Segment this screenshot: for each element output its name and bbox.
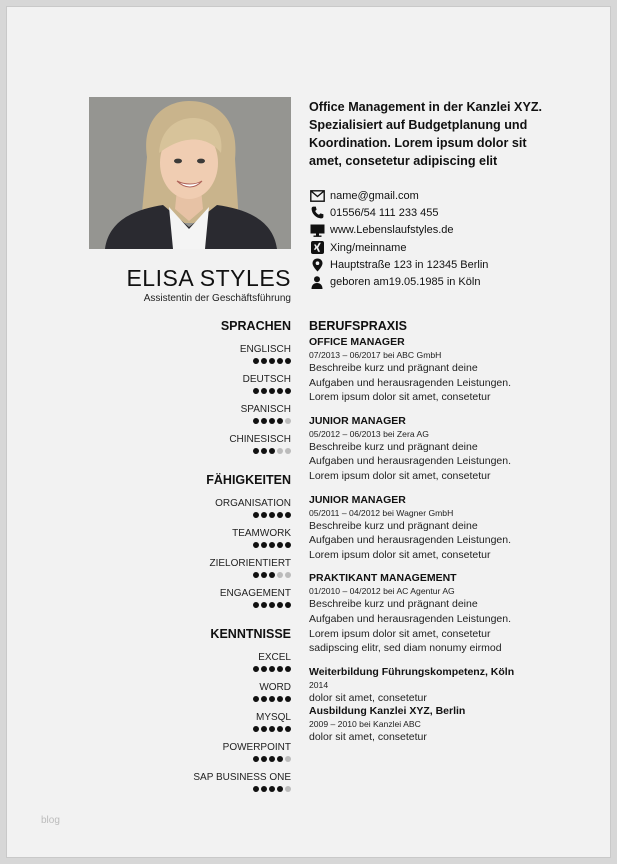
job-description-line: Aufgaben und herausragenden Leistungen. [309, 376, 512, 389]
xing-icon [309, 241, 325, 255]
skill-item [89, 712, 291, 734]
rating-dot [253, 388, 259, 394]
job-date: 01/2010 – 04/2012 bei AC Agentur AG [309, 586, 455, 597]
rating-dot [269, 786, 275, 792]
rating-dot [253, 542, 259, 548]
rating-dot [253, 448, 259, 454]
skill-item [89, 588, 291, 610]
rating-dot [277, 542, 283, 548]
job-date: 05/2011 – 04/2012 bei Wagner GmbH [309, 507, 454, 518]
job-description-line: Lorem ipsum dolor sit amet, consetetur [309, 391, 491, 404]
rating-dot [269, 512, 275, 518]
skill-rating [89, 602, 291, 610]
skill-rating [89, 666, 291, 674]
rating-dot [277, 418, 283, 424]
rating-dot [261, 448, 267, 454]
job-title: PRAKTIKANT MANAGEMENT [309, 572, 457, 585]
job-title: JUNIOR MANAGER [309, 493, 406, 506]
job-description-line: Beschreibe kurz und prägnant deine [309, 519, 478, 532]
rating-dot [285, 696, 291, 702]
rating-dot [269, 572, 275, 578]
rating-dot [269, 388, 275, 394]
contact-email-text: name@gmail.com [330, 189, 419, 202]
rating-dot [277, 756, 283, 762]
sprachen-list [89, 344, 291, 456]
rating-dot [277, 726, 283, 732]
rating-dot [253, 696, 259, 702]
candidate-name: ELISA STYLES [126, 265, 291, 291]
phone-icon [309, 206, 325, 220]
rating-dot [253, 786, 259, 792]
rating-dot [261, 666, 267, 672]
rating-dot [285, 512, 291, 518]
rating-dot [277, 388, 283, 394]
skill-rating [89, 696, 291, 704]
skill-label: DEUTSCH [242, 374, 291, 385]
job-description-line: Lorem ipsum dolor sit amet, consetetur [309, 548, 491, 561]
skill-item [89, 682, 291, 704]
rating-dot [277, 666, 283, 672]
skill-item [89, 742, 291, 764]
rating-dot [261, 512, 267, 518]
rating-dot [277, 696, 283, 702]
contact-email[interactable] [309, 187, 569, 204]
education-entry [309, 666, 569, 705]
rating-dot [253, 726, 259, 732]
skill-label: ENGLISCH [239, 344, 291, 355]
rating-dot [253, 418, 259, 424]
contact-phone-text: 01556/54 111 233 455 [330, 206, 439, 219]
resume-page [6, 6, 611, 858]
contact-address [309, 256, 569, 273]
job-entry [309, 415, 569, 484]
education-description: dolor sit amet, consetetur [309, 691, 427, 704]
skill-label: POWERPOINT [222, 742, 291, 753]
rating-dot [277, 448, 283, 454]
skill-label: CHINESISCH [229, 434, 291, 445]
experience-column [309, 319, 569, 744]
education-date: 2014 [309, 679, 329, 690]
skill-label: ENGAGEMENT [219, 588, 291, 599]
rating-dot [277, 358, 283, 364]
job-description-line: Aufgaben und herausragenden Leistungen. [309, 612, 512, 625]
skills-column [89, 319, 291, 794]
jobs-list [309, 336, 569, 656]
job-description-line: Beschreibe kurz und prägnant deine [309, 362, 478, 374]
rating-dot [261, 572, 267, 578]
rating-dot [277, 602, 283, 608]
skill-rating [89, 448, 291, 456]
job-description-line: Lorem ipsum dolor sit amet, consetetur [309, 627, 491, 640]
skill-item [89, 374, 291, 396]
job-date: 05/2012 – 06/2013 bei Zera AG [309, 428, 429, 439]
job-entry [309, 336, 569, 405]
rating-dot [253, 512, 259, 518]
location-pin-icon [309, 258, 325, 272]
job-description-line: sadipscing elitr, sed diam nonumy eirmod [309, 642, 502, 655]
rating-dot [261, 602, 267, 608]
job-title: JUNIOR MANAGER [309, 414, 406, 427]
skill-label: ZIELORIENTIERT [209, 558, 291, 569]
skill-rating [89, 388, 291, 396]
intro-text: Office Management in der Kanzlei XYZ. Spezialisiert auf Budgetplanung und Koordination. Lorem ipsum dolor sit amet, consetetur adipiscing elit [309, 100, 543, 168]
rating-dot [269, 726, 275, 732]
skill-label: TEAMWORK [232, 528, 291, 539]
contact-birth [309, 273, 569, 290]
skill-rating [89, 756, 291, 764]
education-description: dolor sit amet, consetetur [309, 730, 427, 743]
job-description-line: Aufgaben und herausragenden Leistungen. [309, 534, 512, 547]
education-date: 2009 – 2010 bei Kanzlei ABC [309, 718, 421, 729]
skill-rating [89, 542, 291, 550]
rating-dot [261, 388, 267, 394]
skill-item [89, 652, 291, 674]
rating-dot [285, 542, 291, 548]
job-description-line: Aufgaben und herausragenden Leistungen. [309, 455, 512, 468]
rating-dot [285, 418, 291, 424]
rating-dot [269, 696, 275, 702]
skill-rating [89, 726, 291, 734]
rating-dot [269, 358, 275, 364]
job-date: 07/2013 – 06/2017 bei ABC GmbH [309, 350, 442, 360]
skill-label: SPANISCH [240, 404, 291, 415]
rating-dot [277, 572, 283, 578]
job-entry [309, 572, 569, 655]
job-description-line: Beschreibe kurz und prägnant deine [309, 440, 478, 453]
rating-dot [261, 418, 267, 424]
skill-item [89, 558, 291, 580]
rating-dot [285, 602, 291, 608]
rating-dot [285, 726, 291, 732]
rating-dot [285, 388, 291, 394]
rating-dot [261, 696, 267, 702]
rating-dot [261, 786, 267, 792]
job-title: OFFICE MANAGER [309, 336, 405, 348]
rating-dot [253, 572, 259, 578]
candidate-title: Assistentin der Geschäftsführung [143, 293, 291, 304]
rating-dot [269, 666, 275, 672]
kenntnisse-list [89, 652, 291, 794]
job-description-line: Beschreibe kurz und prägnant deine [309, 598, 478, 611]
envelope-icon [309, 189, 325, 203]
job-entry [309, 494, 569, 563]
skill-rating [89, 786, 291, 794]
contact-address-text: Hauptstraße 123 in 12345 Berlin [330, 258, 489, 271]
rating-dot [253, 756, 259, 762]
section-faehigkeiten-title: FÄHIGKEITEN [206, 473, 291, 487]
skill-item [89, 344, 291, 366]
education-entry [309, 705, 569, 744]
rating-dot [277, 512, 283, 518]
skill-label: MYSQL [255, 712, 291, 723]
rating-dot [261, 726, 267, 732]
skill-item [89, 434, 291, 456]
contact-list [309, 187, 569, 291]
contact-website-text: www.Lebenslaufstyles.de [330, 224, 454, 237]
skill-rating [89, 512, 291, 520]
rating-dot [269, 602, 275, 608]
rating-dot [285, 358, 291, 364]
rating-dot [277, 786, 283, 792]
rating-dot [269, 448, 275, 454]
person-icon [309, 275, 325, 289]
skill-item [89, 498, 291, 520]
skill-label: WORD [259, 682, 291, 693]
watermark: blog [41, 815, 60, 826]
rating-dot [253, 666, 259, 672]
rating-dot [261, 358, 267, 364]
job-description-line: Lorem ipsum dolor sit amet, consetetur [309, 469, 491, 482]
rating-dot [285, 572, 291, 578]
section-berufspraxis-title: BERUFSPRAXIS [309, 319, 407, 333]
skill-item [89, 772, 291, 794]
rating-dot [253, 602, 259, 608]
skill-label: SAP BUSINESS ONE [193, 772, 291, 783]
profile-photo [89, 97, 291, 249]
education-list [309, 666, 569, 744]
rating-dot [285, 666, 291, 672]
monitor-icon [309, 223, 325, 237]
contact-phone[interactable] [309, 204, 569, 221]
rating-dot [269, 542, 275, 548]
faehigkeiten-list [89, 498, 291, 610]
contact-website[interactable] [309, 222, 569, 239]
section-sprachen-title: SPRACHEN [220, 319, 291, 333]
contact-xing-text: Xing/meinname [330, 241, 407, 254]
contact-xing[interactable] [309, 239, 569, 256]
rating-dot [261, 542, 267, 548]
section-kenntnisse-title: KENNTNISSE [210, 627, 291, 641]
education-title: Ausbildung Kanzlei XYZ, Berlin [309, 704, 466, 717]
contact-birth-text: geboren am19.05.1985 in Köln [330, 276, 481, 289]
rating-dot [253, 358, 259, 364]
rating-dot [269, 756, 275, 762]
skill-item [89, 528, 291, 550]
skill-label: ORGANISATION [215, 498, 291, 509]
skill-label: EXCEL [258, 652, 291, 663]
skill-item [89, 404, 291, 426]
rating-dot [285, 786, 291, 792]
skill-rating [89, 572, 291, 580]
skill-rating [89, 358, 291, 366]
rating-dot [285, 448, 291, 454]
education-title: Weiterbildung Führungskompetenz, Köln [309, 665, 515, 678]
rating-dot [261, 756, 267, 762]
rating-dot [269, 418, 275, 424]
skill-rating [89, 418, 291, 426]
rating-dot [285, 756, 291, 762]
